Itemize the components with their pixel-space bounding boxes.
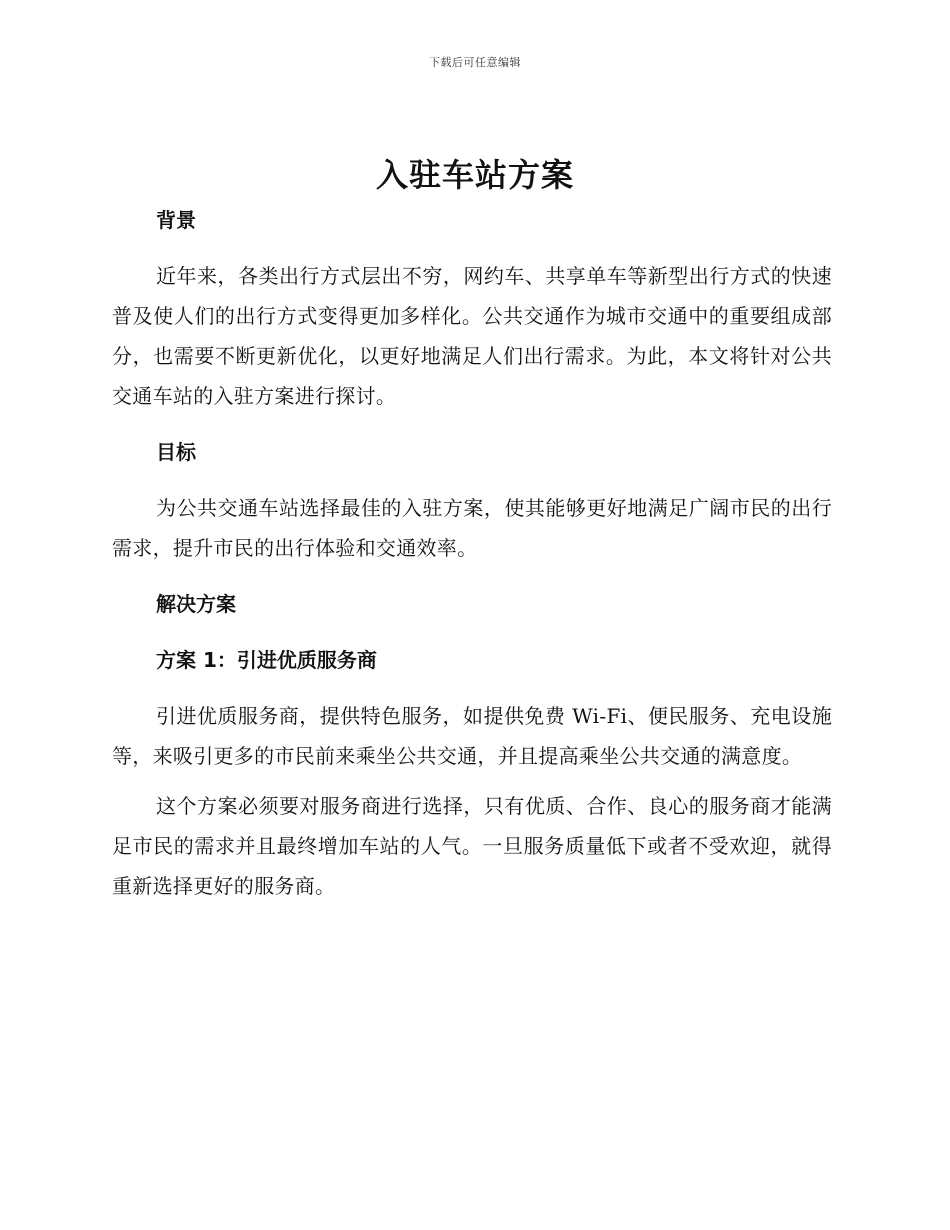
section-heading-solution: 解决方案 (156, 592, 236, 616)
document-body (112, 200, 832, 906)
section-heading-background: 背景 (156, 208, 196, 232)
subsection-heading-plan1: 方案 1：引进优质服务商 (156, 648, 377, 672)
paragraph-plan1-intro: 引进优质服务商，提供特色服务，如提供免费 Wi-Fi、便民服务、充电设施等，来吸引更多的市民前来乘坐公共交通，并且提高乘坐公共交通的满意度。 (112, 704, 832, 768)
document-title: 入驻车站方案 (375, 156, 574, 194)
paragraph-plan1-detail: 这个方案必须要对服务商进行选择，只有优质、合作、良心的服务商才能满足市民的需求并且最终增加车站的人气。一旦服务质量低下或者不受欢迎，就得重新选择更好的服务商。 (112, 794, 832, 898)
paragraph-background: 近年来，各类出行方式层出不穷，网约车、共享单车等新型出行方式的快速普及使人们的出行方式变得更加多样化。公共交通作为城市交通中的重要组成部分，也需要不断更新优化，以更好地满足人们出行需求。为此，本文将针对公共交通车站的入驻方案进行探讨。 (112, 264, 832, 408)
section-heading-goal: 目标 (156, 440, 196, 464)
paragraph-goal: 为公共交通车站选择最佳的入驻方案，使其能够更好地满足广阔市民的出行需求，提升市民的出行体验和交通效率。 (112, 496, 832, 560)
header-note: 下载后可任意编辑 (429, 56, 521, 69)
